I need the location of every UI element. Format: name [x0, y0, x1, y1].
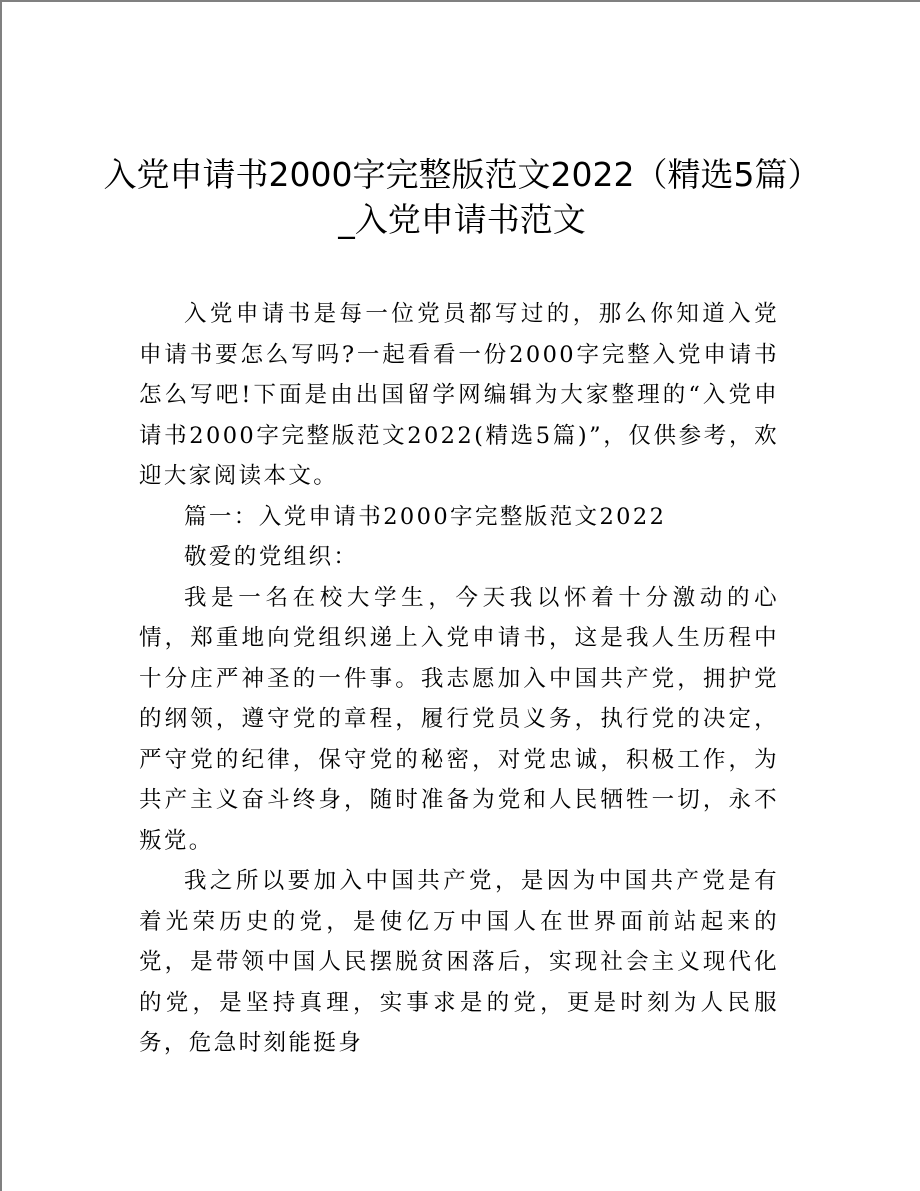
- document-title: 入党申请书2000字完整版范文2022（精选5篇）_入党申请书范文: [103, 155, 821, 239]
- section-heading: 篇一：入党申请书2000字完整版范文2022: [184, 503, 667, 530]
- body-paragraph: 我之所以要加入中国共产党，是因为中国共产党是有着光荣历史的党，是使亿万中国人在世界面前站起来的党，是带领中国人民摆脱贫困落后，实现社会主义现代化的党，是坚持真理，实事求是的党，更是时刻为人民服务，危急时刻能挺身: [139, 868, 779, 1056]
- body-paragraph: 我是一名在校大学生，今天我以怀着十分激动的心情，郑重地向党组织递上入党申请书，这是我人生历程中十分庄严神圣的一件事。我志愿加入中国共产党，拥护党的纲领，遵守党的章程，履行党员义务，执行党的决定，严守党的纪律，保守党的秘密，对党忠诚，积极工作，为共产主义奋斗终身，随时准备为党和人民牺牲一切，永不叛党。: [139, 584, 779, 854]
- document-body: [139, 294, 779, 1064]
- intro-paragraph: 入党申请书是每一位党员都写过的，那么你知道入党申请书要怎么写吗?一起看看一份2000字完整入党申请书怎么写吧!下面是由出国留学网编辑为大家整理的“入党申请书2000字完整版范文2022(精选5篇)”，仅供参考，欢迎大家阅读本文。: [139, 301, 779, 489]
- salutation: 敬爱的党组织：: [184, 544, 359, 570]
